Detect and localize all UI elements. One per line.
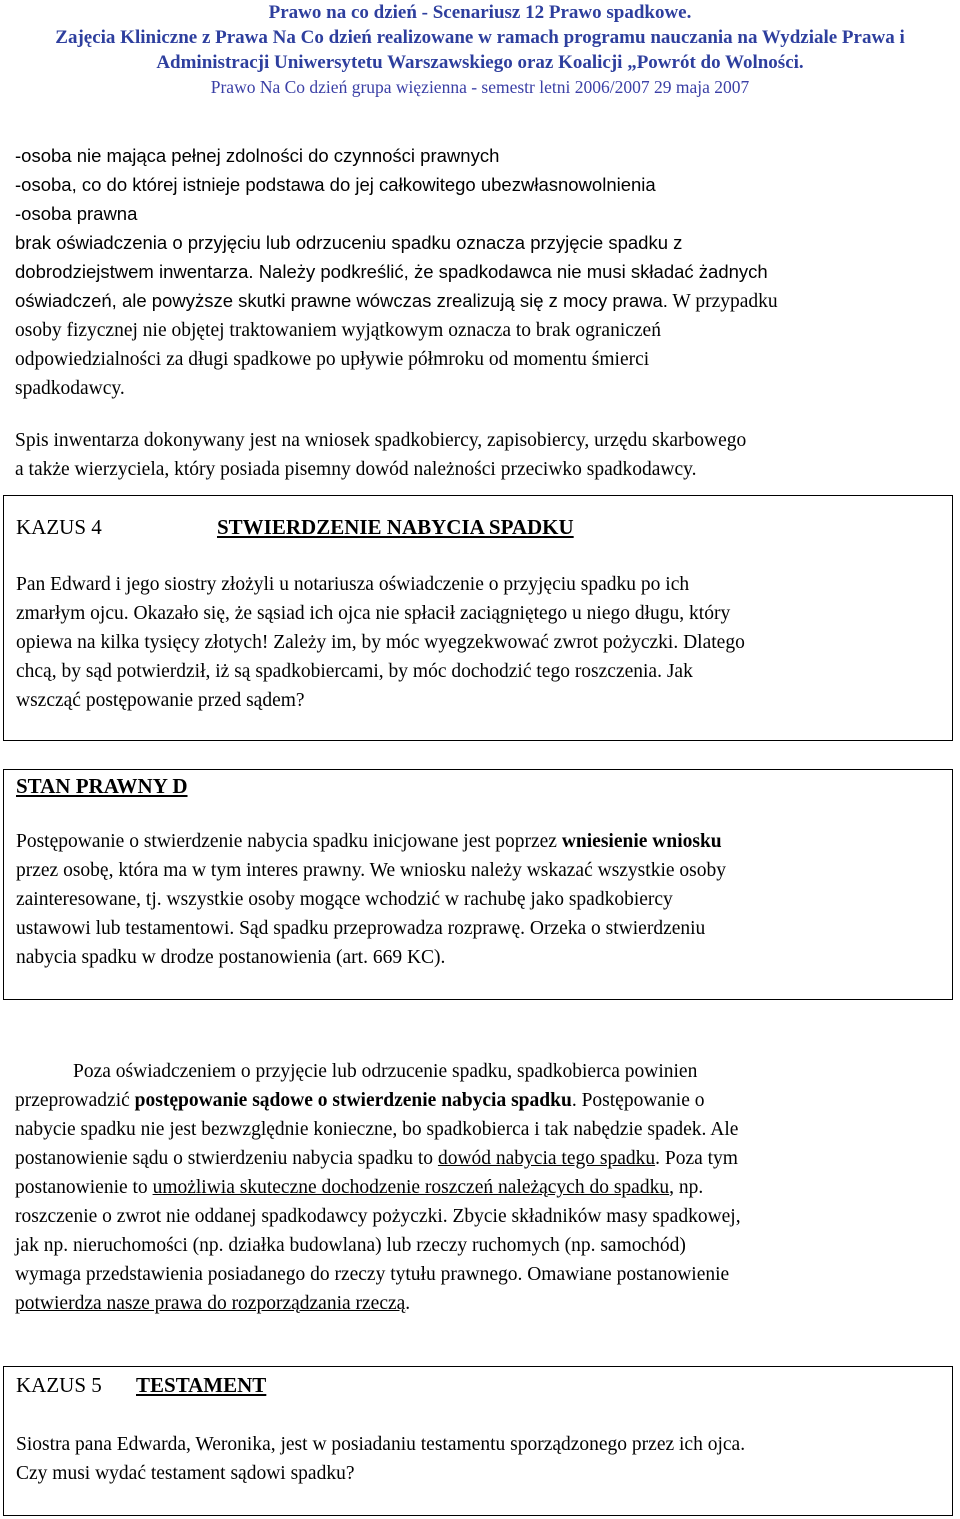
intro-line: odpowiedzialności za długi spadkowe po upływie półmroku od momentu śmierci — [15, 349, 650, 370]
kazus-title: STWIERDZENIE NABYCIA SPADKU — [217, 515, 574, 539]
stan-line: ustawowi lub testamentowi. Sąd spadku przeprowadza rozprawę. Orzeka o stwierdzeniu — [16, 918, 706, 939]
poza-underline: dowód nabycia tego spadku — [437, 1148, 656, 1169]
kazus-line: opiewa na kilka tysięcy złotych! Zależy im, by móc wyegzekwować zwrot pożyczki. Dlatego — [16, 632, 745, 653]
inventory-paragraph — [15, 426, 945, 484]
intro-line: osoby fizycznej nie objętej traktowaniem wyjątkowym oznacza to brak ograniczeń — [15, 320, 661, 341]
header-line-2: Zajęcia Kliniczne z Prawa Na Co dzień realizowane w ramach programu nauczania na Wydziale Prawa i — [55, 27, 905, 48]
poza-line — [15, 1086, 950, 1115]
poza-text: . Postępowanie o — [571, 1090, 705, 1111]
poza-line — [15, 1173, 950, 1202]
kazus-line: chcą, by sąd potwierdził, iż są spadkobiercami, by móc dochodzić tego roszczenia. Jak — [16, 661, 693, 682]
intro-line: -osoba, co do której istnieje podstawa do jej całkowitego ubezwłasnowolnienia — [15, 174, 656, 195]
poza-line: wymaga przedstawienia posiadanego do rzeczy tytułu prawnego. Omawiane postanowienie — [15, 1264, 730, 1285]
poza-line: jak np. nieruchomości (np. działka budowlana) lub rzeczy ruchomych (np. samochód) — [15, 1235, 686, 1256]
kazus-title: TESTAMENT — [136, 1373, 267, 1397]
intro-line: -osoba prawna — [15, 203, 138, 224]
stan-bold: wniesienie wniosku — [561, 831, 722, 852]
paragraph-line: Spis inwentarza dokonywany jest na wniosek spadkobiercy, zapisobiercy, urzędu skarbowego — [15, 430, 747, 451]
page-header — [0, 0, 960, 100]
kazus-line: wszcząć postępowanie przed sądem? — [16, 690, 305, 711]
stan-text: Postępowanie o stwierdzenie nabycia spadku inicjowane jest poprzez — [16, 831, 562, 852]
poza-line — [15, 1144, 950, 1173]
intro-line: brak oświadczenia o przyjęciu lub odrzuceniu spadku oznacza przyjęcie spadku z — [15, 232, 683, 253]
kazus-line: Siostra pana Edwarda, Weronika, jest w posiadaniu testamentu sporządzonego przez ich ojca. — [16, 1434, 746, 1455]
poza-section — [15, 1057, 950, 1318]
kazus-5-box — [3, 1366, 953, 1516]
kazus-4-box — [3, 495, 953, 741]
header-line-3: Administracji Uniwersytetu Warszawskiego oraz Koalicji „Powrót do Wolności. — [156, 52, 804, 73]
poza-line — [15, 1289, 950, 1318]
poza-text: . — [405, 1293, 411, 1314]
stan-line: przez osobę, która ma w tym interes prawny. We wniosku należy wskazać wszystkie osoby — [16, 860, 726, 881]
poza-bold: postępowanie sądowe o stwierdzenie nabycia spadku — [134, 1090, 572, 1111]
intro-line — [15, 286, 945, 316]
stan-line: zainteresowane, tj. wszystkie osoby mogące wchodzić w rachubę jako spadkobiercy — [16, 889, 673, 910]
intro-text: W przypadku — [667, 291, 778, 312]
intro-text: oświadczeń, ale powyższe skutki prawne wówczas zrealizują się z mocy prawa. — [15, 290, 668, 311]
header-line-4: Prawo Na Co dzień grupa więzienna - semestr letni 2006/2007 29 maja 2007 — [210, 77, 750, 97]
kazus-label: KAZUS 5 — [16, 1373, 102, 1397]
poza-text: , np. — [669, 1177, 704, 1198]
poza-text: postanowienie to — [15, 1177, 153, 1198]
kazus-line: Czy musi wydać testament sądowi spadku? — [16, 1463, 355, 1484]
poza-text: Poza oświadczeniem o przyjęcie lub odrzucenie spadku, spadkobierca powinien — [73, 1061, 698, 1082]
intro-line: -osoba nie mająca pełnej zdolności do czynności prawnych — [15, 145, 500, 166]
poza-text: postanowienie sądu o stwierdzeniu nabycia spadku to — [15, 1148, 438, 1169]
stan-line — [16, 827, 940, 856]
poza-text: . Poza tym — [655, 1148, 738, 1169]
stan-line: nabycia spadku w drodze postanowienia (art. 669 KC). — [16, 947, 446, 968]
poza-line: roszczenie o zwrot nie oddanej spadkodawcy pożyczki. Zbycie składników masy spadkowej, — [15, 1206, 741, 1227]
intro-line: spadkodawcy. — [15, 378, 125, 399]
paragraph-line: a także wierzyciela, który posiada pisemny dowód należności przeciwko spadkodawcy. — [15, 459, 697, 480]
stan-title: STAN PRAWNY D — [16, 774, 188, 798]
kazus-line: Pan Edward i jego siostry złożyli u notariusza oświadczenie o przyjęciu spadku po ich — [16, 574, 690, 595]
intro-section — [15, 141, 945, 403]
kazus-line: zmarłym ojcu. Okazało się, że sąsiad ich ojca nie spłacił zaciągniętego u niego długu, który — [16, 603, 731, 624]
stan-prawny-box — [3, 769, 953, 1000]
poza-text: przeprowadzić — [15, 1090, 135, 1111]
kazus-label: KAZUS 4 — [16, 515, 102, 539]
poza-line — [15, 1057, 950, 1086]
poza-line: nabycie spadku nie jest bezwzględnie konieczne, bo spadkobierca i tak nabędzie spadek. Ale — [15, 1119, 739, 1140]
intro-line: dobrodziejstwem inwentarza. Należy podkreślić, że spadkodawca nie musi składać żadnych — [15, 261, 768, 282]
poza-underline: potwierdza nasze prawa do rozporządzania rzeczą — [15, 1293, 406, 1314]
poza-underline: umożliwia skuteczne dochodzenie roszczeń należących do spadku — [152, 1177, 670, 1198]
header-line-1: Prawo na co dzień - Scenariusz 12 Prawo spadkowe. — [268, 2, 692, 23]
